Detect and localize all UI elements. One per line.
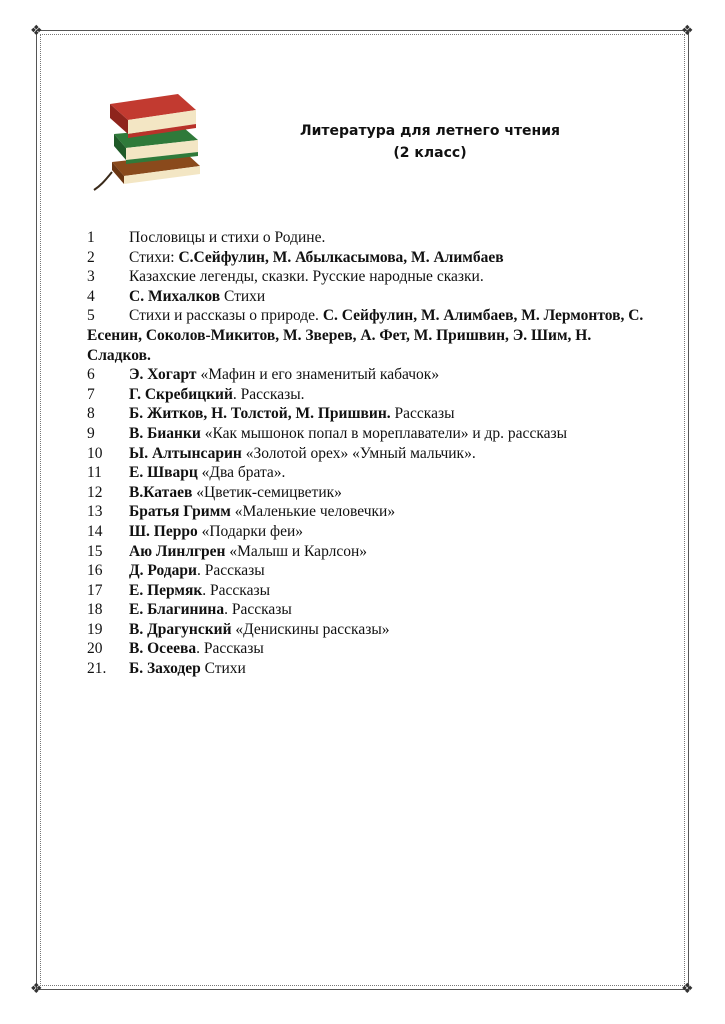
list-item-text: «Малыш и Карлсон» xyxy=(225,542,368,560)
author-name: Ы. Алтынсарин xyxy=(129,444,242,462)
list-item-text: Стихи и рассказы о природе. xyxy=(129,307,323,325)
author-name: В.Катаев xyxy=(129,483,193,501)
list-item-number: 6 xyxy=(87,366,95,384)
list-item-number: 21. xyxy=(87,660,107,678)
page-title xyxy=(250,120,610,164)
list-item xyxy=(87,444,657,464)
list-item-text: «Мафин и его знаменитый кабачок» xyxy=(196,366,440,384)
author-name: Б. Заходер xyxy=(129,660,201,678)
title-line-1: Литература для летнего чтения xyxy=(299,123,561,139)
list-item xyxy=(87,306,657,365)
list-item-number: 1 xyxy=(87,229,95,246)
list-item-text: Пословицы и стихи о Родине. xyxy=(129,229,326,246)
list-item xyxy=(87,659,657,679)
list-item xyxy=(87,424,657,444)
author-name: В. Драгунский xyxy=(129,620,232,638)
author-name: Б. Житков, Н. Толстой, М. Пришвин. xyxy=(129,405,391,423)
list-item-number: 18 xyxy=(87,601,103,619)
books-stack-icon xyxy=(92,82,212,192)
list-item xyxy=(87,639,657,659)
list-item-text: Рассказы xyxy=(390,405,455,423)
list-item xyxy=(87,267,657,287)
list-item xyxy=(87,620,657,640)
list-item xyxy=(87,463,657,483)
list-item xyxy=(87,600,657,620)
list-item xyxy=(87,542,657,562)
list-item-number: 4 xyxy=(87,287,95,305)
corner-ornament-icon: ❖ xyxy=(681,981,694,997)
list-item-number: 17 xyxy=(87,581,103,599)
list-item-text: . Рассказы xyxy=(224,601,292,619)
corner-ornament-icon: ❖ xyxy=(681,23,694,39)
list-item-text: «Как мышонок попал в мореплаватели» и др. рассказы xyxy=(200,424,568,442)
list-item xyxy=(87,248,657,268)
list-item-number: 8 xyxy=(87,405,95,423)
list-item xyxy=(87,287,657,307)
list-item-number: 19 xyxy=(87,620,103,638)
list-item-text: «Золотой орех» «Умный мальчик». xyxy=(241,444,476,462)
author-name: С. Михалков xyxy=(129,287,221,305)
author-name: Аю Линлгрен xyxy=(129,542,226,560)
list-item xyxy=(87,483,657,503)
author-name: Ш. Перро xyxy=(129,522,198,540)
list-item-number: 11 xyxy=(87,464,102,482)
author-name: Э. Хогарт xyxy=(129,366,197,384)
list-item-number: 15 xyxy=(87,542,103,560)
list-item xyxy=(87,502,657,522)
author-name: Е. Благинина xyxy=(129,601,225,619)
list-item xyxy=(87,228,657,248)
author-name: С. Сейфулин, М. Алимбаев, М. Лермонтов, С. Есенин, Соколов-Микитов, М. Зверев, А. Фет, М. Пришвин, Э. Шим, Н. Сладков. xyxy=(87,307,644,364)
list-item xyxy=(87,404,657,424)
list-item-text: . Рассказы xyxy=(196,640,264,658)
list-item-text: «Маленькие человечки» xyxy=(230,503,396,521)
list-item xyxy=(87,385,657,405)
author-name: Г. Скребицкий xyxy=(129,385,233,403)
corner-ornament-icon: ❖ xyxy=(30,981,43,997)
reading-list xyxy=(87,228,657,679)
list-item-text: «Цветик-семицветик» xyxy=(192,483,342,501)
list-item-number: 12 xyxy=(87,483,103,501)
list-item-text: . Рассказы. xyxy=(232,385,305,403)
list-item-text: Стихи xyxy=(200,660,246,678)
list-item-text: . Рассказы xyxy=(202,581,271,599)
author-name: Братья Гримм xyxy=(129,503,231,521)
list-item-number: 3 xyxy=(87,268,95,286)
list-item xyxy=(87,365,657,385)
list-item-number: 2 xyxy=(87,248,95,266)
list-item-number: 5 xyxy=(87,307,95,325)
list-item xyxy=(87,522,657,542)
list-item-number: 20 xyxy=(87,640,103,658)
author-name: Е. Шварц xyxy=(129,464,198,482)
list-item-text: Стихи xyxy=(220,287,266,305)
list-item xyxy=(87,581,657,601)
author-name: С.Сейфулин, М. Абылкасымова, М. Алимбаев xyxy=(178,248,504,266)
list-item-number: 9 xyxy=(87,424,95,442)
list-item-number: 16 xyxy=(87,562,103,580)
list-item-text: Стихи: xyxy=(129,248,179,266)
author-name: В. Осеева xyxy=(129,640,197,658)
list-item-text: Казахские легенды, сказки. Русские народные сказки. xyxy=(129,268,484,286)
list-item-number: 14 xyxy=(87,522,103,540)
title-line-2: (2 класс) xyxy=(393,145,467,161)
list-item-text: «Подарки феи» xyxy=(197,522,304,540)
list-item-text: «Денискины рассказы» xyxy=(231,620,390,638)
corner-ornament-icon: ❖ xyxy=(30,23,43,39)
list-item-number: 10 xyxy=(87,444,103,462)
author-name: Д. Родари xyxy=(129,562,197,580)
author-name: Е. Пермяк xyxy=(129,581,203,599)
author-name: В. Бианки xyxy=(129,424,201,442)
list-item xyxy=(87,561,657,581)
list-item-number: 13 xyxy=(87,503,103,521)
list-item-text: . Рассказы xyxy=(196,562,265,580)
list-item-text: «Два брата». xyxy=(197,464,286,482)
list-item-number: 7 xyxy=(87,385,95,403)
